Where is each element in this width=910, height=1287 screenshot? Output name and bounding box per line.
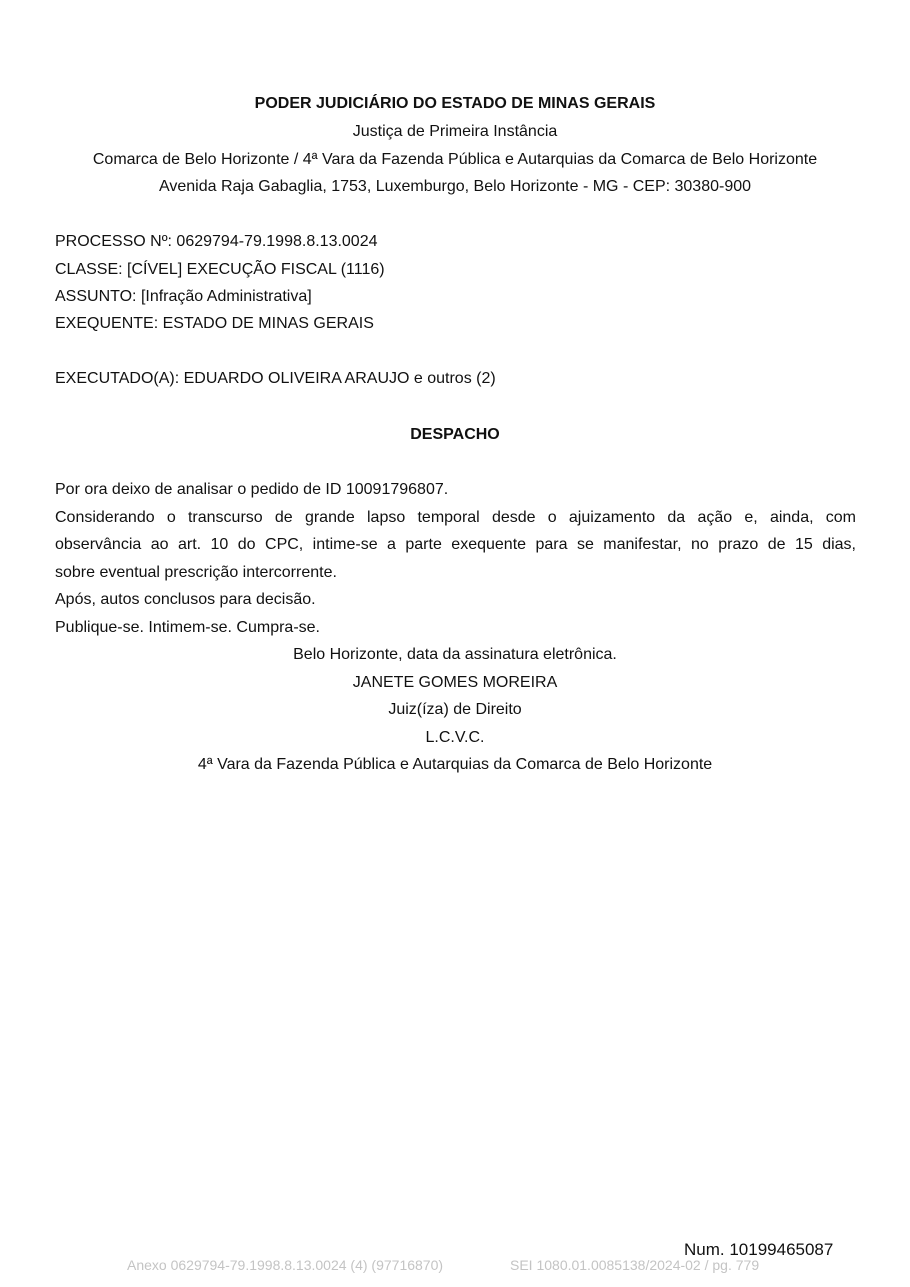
annex-reference: Anexo 0629794-79.1998.8.13.0024 (4) (97716870)	[127, 1257, 444, 1273]
court-line: Comarca de Belo Horizonte / 4ª Vara da Fazenda Pública e Autarquias da Comarca de Belo Horizonte	[92, 151, 818, 168]
body-paragraph-2-line-2: observância ao art. 10 do CPC, intime-se a parte exequente para se manifestar, no prazo de 15 dias,	[55, 536, 856, 553]
instance-line: Justiça de Primeira Instância	[352, 123, 558, 140]
institution-heading: PODER JUDICIÁRIO DO ESTADO DE MINAS GERAIS	[254, 95, 656, 112]
address-line: Avenida Raja Gabaglia, 1753, Luxemburgo, Belo Horizonte - MG - CEP: 30380-900	[158, 178, 752, 195]
signature-role: Juiz(íza) de Direito	[388, 701, 522, 718]
sei-reference: SEI 1080.01.0085138/2024-02 / pg. 779	[510, 1257, 760, 1273]
signature-court: 4ª Vara da Fazenda Pública e Autarquias da Comarca de Belo Horizonte	[197, 756, 713, 773]
body-paragraph-4: Publique-se. Intimem-se. Cumpra-se.	[55, 619, 320, 636]
document-number: Num. 10199465087	[684, 1240, 834, 1259]
body-paragraph-2-line-1: Considerando o transcurso de grande lapso temporal desde o ajuizamento da ação e, ainda, com	[55, 509, 856, 526]
body-paragraph-3: Após, autos conclusos para decisão.	[55, 591, 316, 608]
case-plaintiff: EXEQUENTE: ESTADO DE MINAS GERAIS	[55, 315, 374, 332]
body-paragraph-1: Por ora deixo de analisar o pedido de ID 10091796807.	[55, 481, 449, 498]
signature-place-date: Belo Horizonte, data da assinatura eletrônica.	[293, 646, 617, 663]
signature-initials: L.C.V.C.	[425, 729, 485, 746]
document-title: DESPACHO	[410, 426, 500, 443]
case-defendant: EXECUTADO(A): EDUARDO OLIVEIRA ARAUJO e outros (2)	[55, 370, 496, 387]
case-subject: ASSUNTO: [Infração Administrativa]	[55, 288, 312, 305]
body-paragraph-2-line-3: sobre eventual prescrição intercorrente.	[55, 564, 337, 581]
signature-name: JANETE GOMES MOREIRA	[352, 674, 558, 691]
case-class: CLASSE: [CÍVEL] EXECUÇÃO FISCAL (1116)	[55, 261, 385, 278]
case-number: PROCESSO Nº: 0629794-79.1998.8.13.0024	[55, 233, 378, 250]
